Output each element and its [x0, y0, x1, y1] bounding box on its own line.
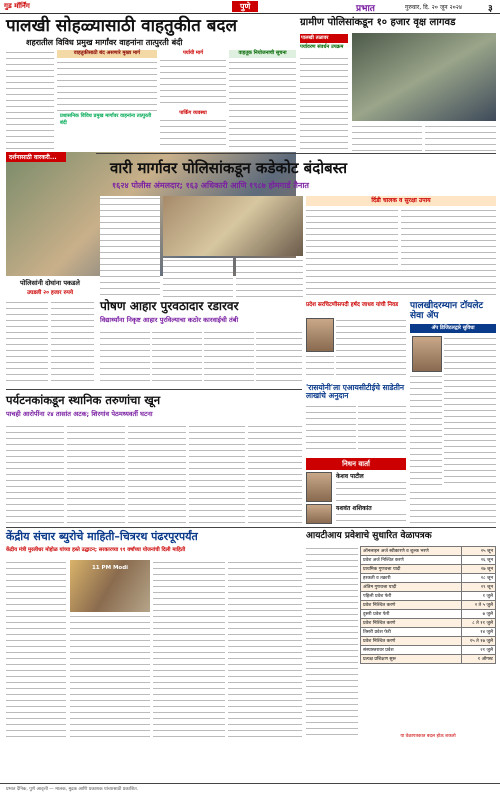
tourist-murder-headline: पर्यटनकांकडून स्थानिक तरुणांचा खून — [6, 393, 161, 407]
tree-plantation-photo — [352, 33, 496, 121]
kendriya-headline: केंद्रीय संचार ब्युरोचे माहिती–चित्ररथ पंढरपूरपर्यंत — [6, 530, 198, 543]
palkhi-closed-routes-box: वाहतुकीसाठी बंद असणारे मुख्य मार्ग — [57, 50, 157, 58]
poshan-column-4 — [256, 330, 302, 386]
security-sidebox-title: दिंडी चालक व सुरक्षा उपाय — [306, 196, 496, 206]
iti-row-date: १ जुलै — [462, 592, 496, 601]
kendriya-column-1 — [6, 560, 66, 740]
palkhi-highlight: प्रशासनिक विविध प्रमुख मार्गांवर वाहनांना तात्पुरती बंदी — [60, 113, 152, 126]
murder-column-1 — [6, 424, 64, 524]
security-column-5 — [401, 208, 496, 266]
iti-table-row — [361, 637, 496, 646]
iti-row-label: प्रवेश निश्चित करणे — [361, 619, 462, 628]
toilet-app-box: ॲप डिजिटलद्वारे सुविधा — [410, 324, 496, 333]
divider — [6, 389, 302, 390]
iti-footer: या वेळापत्रकात बदल होऊ शकतो — [400, 734, 456, 739]
palkhi-subtitle: शहरातील विविध प्रमुख मार्गांवर वाहनांना तात्पुरती बंदी — [26, 38, 183, 47]
toilet-app-column-3 — [410, 490, 496, 524]
security-column-1 — [100, 196, 160, 296]
iti-table-row — [361, 574, 496, 583]
iti-row-date: २५ जून — [462, 547, 496, 556]
iti-row-date: ८ ते ११ जुलै — [462, 619, 496, 628]
security-column-3 — [236, 258, 303, 298]
raasi-column-2 — [358, 404, 406, 454]
iti-headline: आयटीआय प्रवेशाचे सुधारित वेळापत्रक — [306, 531, 432, 541]
murder-column-5 — [248, 424, 302, 524]
tree-column-2 — [352, 124, 422, 151]
kendriya-subtitle: केंद्रीय मंत्री मुरलीधर मोहोळ यांच्या हस्ते उद्घाटन; सरकारच्या ११ वर्षांच्या योजनांची दिली माहिती — [6, 547, 186, 553]
iti-row-label: संस्थास्तरावर प्रवेश — [361, 646, 462, 655]
palkhi-column-4 — [160, 118, 226, 150]
palkhi-alt-route-label: पर्यायी मार्ग — [182, 50, 204, 56]
iti-table-row — [361, 556, 496, 565]
side-subtitle: उघडली २० हजार रुपये — [26, 290, 74, 296]
header-date: गुरुवार, दि. २० जून २०२४ — [405, 4, 462, 11]
harshad-photo — [306, 318, 334, 352]
obituary-photo-1 — [306, 472, 332, 502]
iti-row-label: प्रवेश अर्ज निश्चित करणे — [361, 556, 462, 565]
iti-table-row — [361, 547, 496, 556]
divider — [6, 527, 496, 528]
iti-table-row — [361, 619, 496, 628]
toilet-app-column-2 — [410, 374, 442, 486]
page-header — [0, 0, 500, 14]
header-city: पुणे — [232, 1, 258, 12]
security-column-6 — [306, 268, 496, 298]
iti-row-date: २ ते ५ जुलै — [462, 601, 496, 610]
murder-column-3 — [128, 424, 186, 524]
page-number: ३ — [488, 4, 493, 14]
harshad-column — [336, 318, 406, 380]
iti-row-date: २८ जून — [462, 574, 496, 583]
side-column-1 — [6, 300, 48, 386]
iti-column-1 — [306, 546, 358, 740]
harshad-column-2 — [306, 354, 334, 380]
kendriya-column-3 — [153, 560, 225, 740]
obituary-text-2 — [336, 512, 406, 524]
kendriya-column-2 — [70, 614, 150, 740]
side-headline: पोलिसांनी दोघांना पकडले — [20, 279, 80, 287]
iti-row-date: २६ जून — [462, 556, 496, 565]
footer-rule — [0, 783, 500, 784]
toilet-app-column-1 — [444, 336, 496, 486]
header-left: गुड मॉर्निंग — [4, 2, 30, 10]
obituary-photo-2 — [306, 504, 332, 524]
palkhi-column-5 — [229, 60, 296, 150]
iti-schedule-table — [360, 546, 496, 664]
raasi-column-1 — [306, 404, 356, 454]
iti-table-row — [361, 628, 496, 637]
obituary-name-2: यशवंत शशिकांत — [336, 505, 372, 512]
iti-row-date: १४ जुलै — [462, 628, 496, 637]
tree-box-2: पर्यावरण संवर्धन उपक्रम — [300, 44, 344, 50]
palkhi-column-1 — [6, 50, 54, 150]
security-column-4 — [306, 208, 398, 266]
iti-row-label: तिसरी प्रवेश फेरी — [361, 628, 462, 637]
tree-headline: ग्रामीण पोलिसांकडून १० हजार वृक्ष लागवड — [300, 17, 456, 28]
iti-row-date: २७ जून — [462, 565, 496, 574]
header-paper: प्रभात — [356, 4, 375, 14]
iti-row-label: ऑनलाइन अर्ज स्वीकारणे व शुल्क भरणे — [361, 547, 462, 556]
iti-table-row — [361, 601, 496, 610]
iti-row-label: अंतिम गुणवत्ता यादी — [361, 583, 462, 592]
kendriya-photo-text: 11 PM Modi — [91, 565, 129, 571]
iti-table-row — [361, 655, 496, 664]
poshan-column-3 — [204, 330, 254, 386]
palkhi-column-3 — [160, 58, 226, 108]
tree-column-1 — [300, 56, 348, 151]
toilet-app-headline: पालखीदरम्यान टॉयलेट सेवा ॲप — [410, 301, 484, 321]
security-column-2 — [163, 258, 233, 298]
divider — [96, 153, 496, 154]
obituary-title: निधन वार्ता — [306, 458, 406, 470]
poshan-headline: पोषण आहार पुरवठादार रडारवर — [100, 299, 239, 313]
iti-table-row — [361, 646, 496, 655]
iti-row-date: ७ जुलै — [462, 610, 496, 619]
iti-row-label: प्रवेश निश्चित करणे — [361, 601, 462, 610]
security-police-photo — [163, 196, 303, 256]
palkhi-column-2 — [57, 60, 157, 112]
palkhi-headline: पालखी सोहळ्यासाठी वाहतुकीत बदल — [6, 16, 238, 36]
raasi-headline: 'रासयोनी'ला एआयसीटीईचे साडेतीन लाखांचे अनुदान — [306, 383, 405, 401]
iti-row-label: प्रवेश निश्चित करणे — [361, 637, 462, 646]
murder-column-4 — [189, 424, 245, 524]
obituary-text-1 — [336, 480, 406, 502]
iti-row-label: हरकती व तक्रारी — [361, 574, 462, 583]
iti-row-date: १ ऑगस्ट — [462, 655, 496, 664]
side-column-2 — [51, 300, 94, 386]
murder-column-2 — [67, 424, 125, 524]
kendriya-column-4 — [228, 560, 302, 740]
iti-row-label: पहिली प्रवेश फेरी — [361, 592, 462, 601]
iti-row-date: २९ जून — [462, 583, 496, 592]
poshan-column-2 — [152, 330, 202, 386]
palkhi-note-box: वाहतूक नियोजनाची सूचना — [229, 50, 296, 58]
poshan-subtitle: विद्यार्थ्यांना निकृष्ट आहार पुरविल्याचा कठोर कारवाईची तंबी — [100, 316, 239, 324]
toilet-app-phone — [412, 336, 442, 372]
iti-row-date: २१ जुलै — [462, 646, 496, 655]
harshad-headline: प्रदेश सरचिटणीसपदी हर्षद जाधव यांची निवड — [306, 302, 399, 308]
security-subtitle: १६२४ पोलीस अंमलदार; १६३ अधिकारी आणि १९८७ होमगार्ड तैनात — [112, 181, 309, 190]
iti-row-label: प्राथमिक गुणवत्ता यादी — [361, 565, 462, 574]
tree-box-1: पालखी तळावर — [300, 34, 348, 43]
iti-table-row — [361, 610, 496, 619]
tourist-murder-subtitle: पाचही आरोपींना २४ तासांत अटक; शिरगांव पेठमध्यवर्ती घटना — [6, 410, 153, 418]
security-headline: वारी मार्गावर पोलिसांकडून कडेकोट बंदोबस्त — [110, 159, 348, 177]
iti-row-date: १५ ते १७ जुलै — [462, 637, 496, 646]
iti-table-row — [361, 583, 496, 592]
iti-table-row — [361, 592, 496, 601]
palkhi-photo-caption: दर्शनासाठी वारकरी... — [6, 152, 66, 162]
obituary-name-1: केशव पाटील — [336, 473, 364, 480]
palkhi-parking-label: पार्किंग व्यवस्था — [179, 110, 207, 116]
iti-row-label: प्रत्यक्ष प्रशिक्षण सुरू — [361, 655, 462, 664]
iti-row-label: दुसरी प्रवेश फेरी — [361, 610, 462, 619]
iti-table-row — [361, 565, 496, 574]
poshan-column-1 — [100, 330, 150, 386]
footer-text: प्रभात दैनिक, पुणे आवृत्ती — मालक, मुद्रक आणि प्रकाशक यांच्यासाठी प्रकाशित. — [6, 787, 139, 792]
tree-column-3 — [425, 124, 496, 151]
